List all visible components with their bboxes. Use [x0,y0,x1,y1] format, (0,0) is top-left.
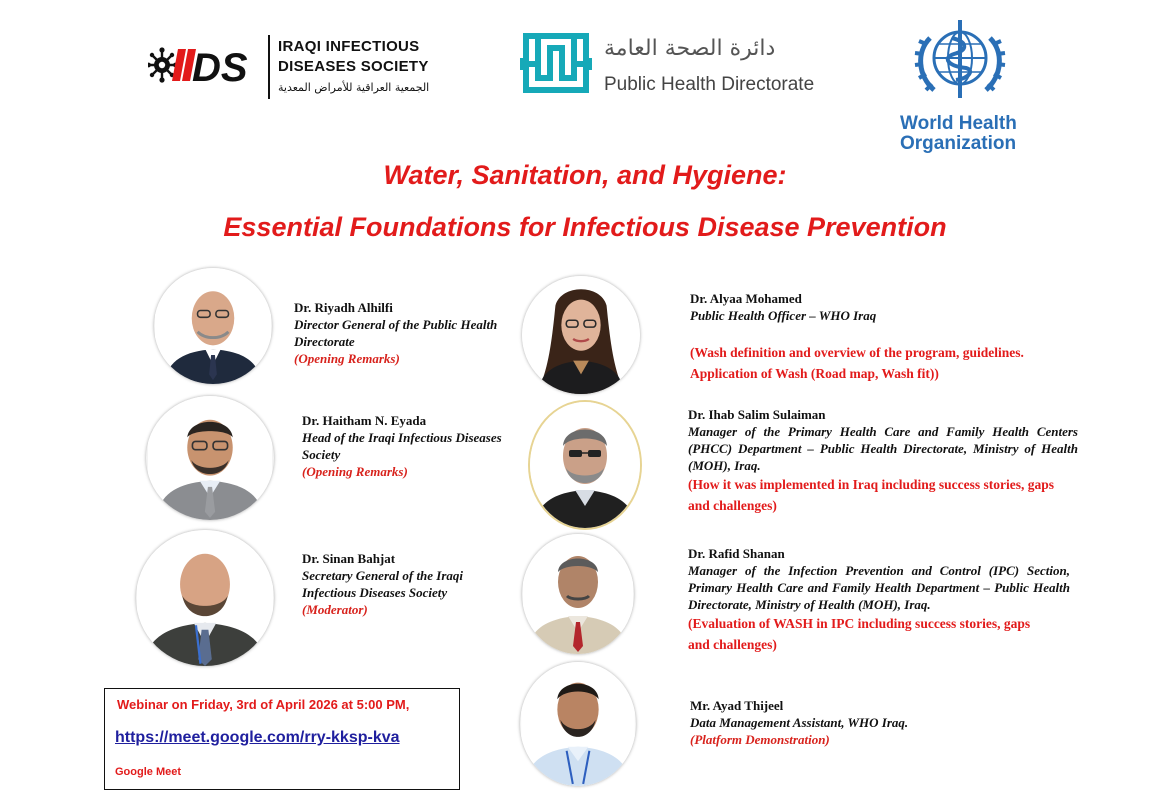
speaker-avatar-icon [146,396,274,520]
ids-arabic-name: الجمعية العراقية للأمراض المعدية [278,81,430,94]
speaker-card-ihab-sulaiman [688,406,1078,516]
who-name-line1: World Health [900,113,1017,134]
title-line1: Water, Sanitation, and Hygiene: [383,160,787,190]
ids-name-line2: DISEASES SOCIETY [278,58,429,75]
who-logo [896,14,1036,159]
speaker-photo-sinan-bahjat [136,530,274,666]
phd-emblem-icon [520,30,592,96]
speaker-role: Director General of the Public Health Directorate [294,317,498,349]
speaker-card-ayad-thijeel [690,697,990,748]
title-line2: Essential Foundations for Infectious Disease Prevention [223,212,947,242]
speaker-role: Manager of the Primary Health Care and Family Health Centers (PHCC) Department – Public Health Directorate, Ministry of Health (MOH), Iraq. [688,424,1078,473]
speaker-card-sinan-bahjat [302,550,502,618]
who-name [900,114,1017,154]
speaker-photo-haitham-eyada [146,396,274,520]
speaker-avatar-icon [522,276,640,394]
speaker-name: Mr. Ayad Thijeel [690,698,784,713]
webinar-info-box [104,688,460,790]
speaker-topic: (How it was implemented in Iraq including success stories, gaps and challenges) [688,477,1055,513]
meeting-link[interactable]: https://meet.google.com/rry-kksp-kva [115,729,400,746]
speaker-role: Head of the Iraqi Infectious Diseases Society [302,430,502,462]
speaker-card-rafid-shanan [688,545,1070,655]
speaker-name: Dr. Ihab Salim Sulaiman [688,407,826,422]
meeting-platform: Google Meet [115,766,182,778]
ids-divider [268,35,270,99]
ids-logo [148,33,428,103]
phd-logo [520,28,815,100]
speaker-name: Dr. Rafid Shanan [688,546,785,561]
speaker-avatar-icon [522,534,634,654]
speaker-avatar-icon [520,662,636,786]
webinar-date-time: Webinar on Friday, 3rd of April 2026 at 5:00 PM, [117,697,410,712]
who-emblem-icon [908,14,1012,108]
speaker-topic: (Evaluation of WASH in IPC including success stories, gaps and challenges) [688,616,1031,652]
speaker-avatar-icon [530,402,640,528]
ids-name-line1: IRAQI INFECTIOUS [278,38,420,55]
speaker-avatar-icon [154,268,272,384]
speaker-card-haitham-eyada [302,412,502,480]
speaker-photo-riyadh-alhilfi [154,268,272,384]
speaker-photo-rafid-shanan [522,534,634,654]
ids-virus-icon [148,41,260,89]
speaker-role: Data Management Assistant, WHO Iraq. [690,715,909,730]
speaker-session-note: (Opening Remarks) [294,351,400,366]
phd-english-name: Public Health Directorate [604,74,815,95]
speaker-card-riyadh-alhilfi [294,299,504,367]
speaker-session-note: (Platform Demonstration) [690,732,830,747]
speaker-photo-alyaa-mohamed [522,276,640,394]
speaker-role: Secretary General of the Iraqi Infectious Diseases Society [302,568,464,600]
speaker-name: Dr. Alyaa Mohamed [690,291,802,306]
speaker-role: Public Health Officer – WHO Iraq [690,308,877,323]
speaker-name: Dr. Sinan Bahjat [302,551,396,566]
speaker-session-note: (Opening Remarks) [302,464,408,479]
speaker-photo-ayad-thijeel [520,662,636,786]
speaker-avatar-icon [136,530,274,666]
speaker-session-note: (Moderator) [302,602,368,617]
speaker-role: Manager of the Infection Prevention and Control (IPC) Section, Primary Health Care and Family Health Department – Public Health Directorate, Ministry of Health (MOH), Iraq. [688,563,1070,612]
speaker-name: Dr. Haitham N. Eyada [302,413,427,428]
who-name-line2: Organization [900,133,1017,154]
svg-text:DS: DS [192,46,248,89]
speaker-name: Dr. Riyadh Alhilfi [294,300,393,315]
speaker-card-alyaa-mohamed [690,290,1090,384]
ids-name [278,37,429,77]
speaker-photo-ihab-sulaiman [530,402,640,528]
phd-arabic-name: دائرة الصحة العامة [604,36,776,61]
speaker-topic: (Wash definition and overview of the program, guidelines. Application of Wash (Road map, Wash fit)) [690,345,1024,381]
